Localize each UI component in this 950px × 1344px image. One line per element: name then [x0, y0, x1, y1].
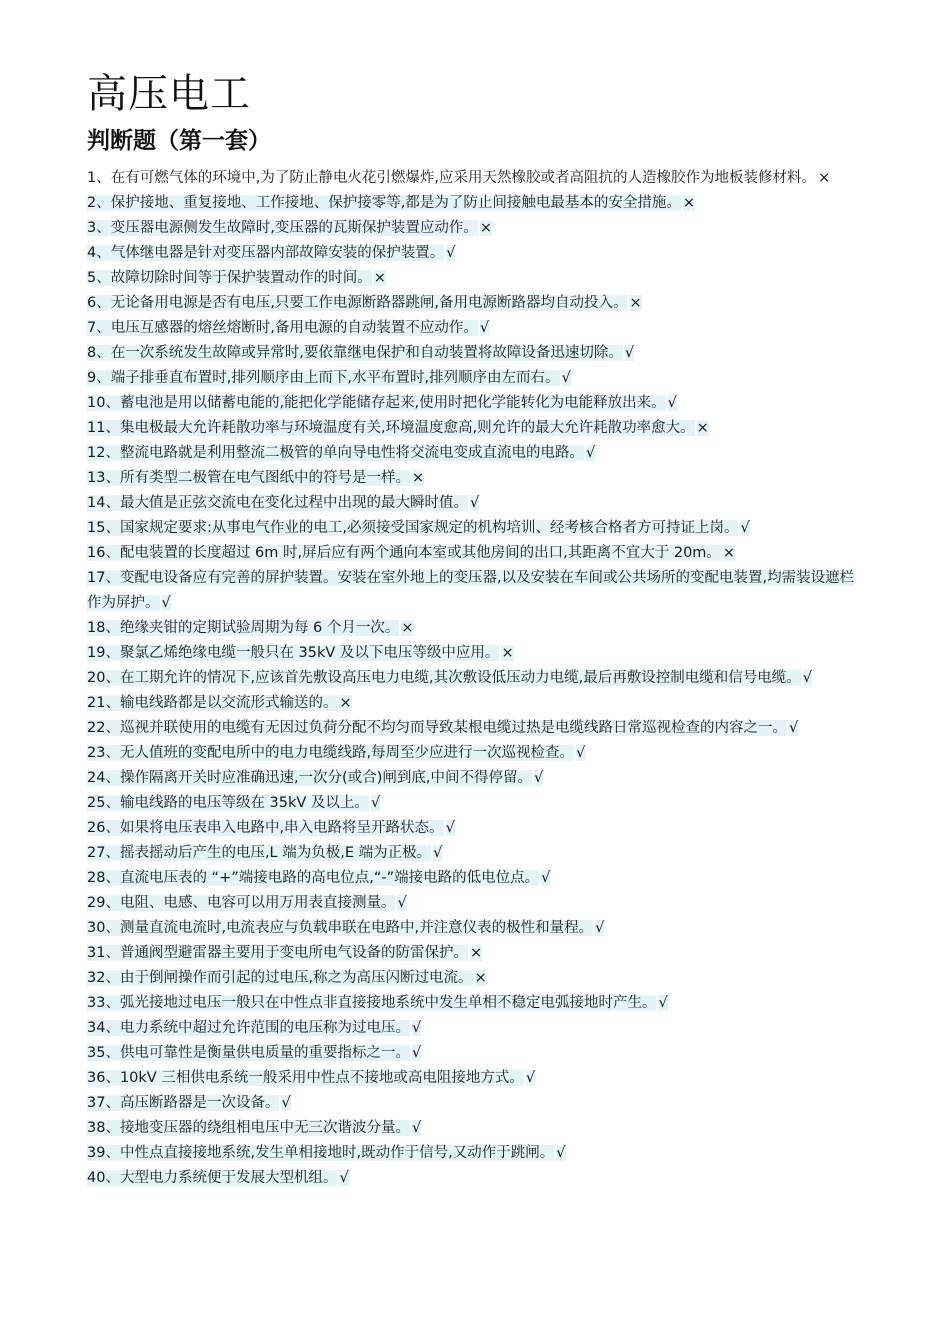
- answer-mark: √: [556, 1145, 566, 1161]
- question-text: 40、大型电力系统便于发展大型机组。: [87, 1170, 338, 1186]
- answer-mark: √: [411, 1020, 422, 1036]
- question-text: 1、在有可燃气体的环境中,为了防止静电火花引燃爆炸,应采用天然橡胶或者高阻抗的人造橡胶作为地板装修材料。: [87, 170, 816, 186]
- answer-mark: √: [411, 1120, 422, 1136]
- question-item: [87, 666, 867, 691]
- question-text: 14、最大值是正弦交流电在变化过程中出现的最大瞬时值。: [87, 495, 468, 511]
- question-text: 4、气体继电器是针对变压器内部故障安装的保护装置。: [87, 245, 445, 261]
- answer-mark: ×: [401, 620, 414, 636]
- question-text: 35、供电可靠性是衡量供电质量的重要指标之一。: [87, 1045, 410, 1061]
- answer-mark: ×: [474, 970, 487, 986]
- question-item: [87, 1041, 867, 1066]
- question-text: 38、接地变压器的绕组相电压中无三次谐波分量。: [87, 1120, 410, 1136]
- question-item: [87, 416, 867, 441]
- document-title: 高压电工: [87, 71, 251, 117]
- question-text: 28、直流电压表的 “+”端接电路的高电位点,“-”端接电路的低电位点。: [87, 870, 540, 886]
- question-item: [87, 616, 867, 641]
- question-text: 21、输电线路都是以交流形式输送的。: [87, 695, 338, 711]
- question-item: [87, 266, 867, 291]
- question-text: 6、无论备用电源是否有电压,只要工作电源断路器跳闸,备用电源断路器均自动投入。: [87, 295, 628, 311]
- question-item: [87, 816, 867, 841]
- question-text: 34、电力系统中超过允许范围的电压称为过电压。: [87, 1020, 410, 1036]
- question-text: 16、配电装置的长度超过 6m 时,屏后应有两个通向本室或其他房间的出口,其距离不宜大于 20m。: [87, 545, 721, 561]
- answer-mark: √: [411, 1045, 422, 1061]
- answer-mark: √: [525, 1070, 536, 1086]
- question-item: [87, 1141, 867, 1166]
- answer-mark: √: [533, 770, 544, 786]
- question-item: [87, 441, 867, 466]
- answer-mark: √: [541, 870, 551, 886]
- answer-mark: ×: [469, 945, 483, 961]
- question-text: 10、蓄电池是用以储蓄电能的,能把化学能储存起来,使用时把化学能转化为电能释放出来。: [87, 395, 666, 411]
- question-text: 32、由于倒闸操作而引起的过电压,称之为高压闪断过电流。: [87, 970, 473, 986]
- answer-mark: √: [658, 995, 668, 1011]
- question-text: 33、弧光接地过电压一般只在中性点非直接接地系统中发生单相不稳定电弧接地时产生。: [87, 995, 657, 1011]
- answer-mark: √: [339, 1170, 349, 1186]
- question-item: [87, 991, 867, 1016]
- answer-mark: √: [788, 720, 799, 736]
- answer-mark: √: [479, 320, 490, 336]
- question-item: [87, 1116, 867, 1141]
- question-text: 25、输电线路的电压等级在 35kV 及以上。: [87, 795, 369, 811]
- question-item: [87, 291, 867, 316]
- question-text: 30、测量直流电流时,电流表应与负载串联在电路中,并注意仪表的极性和量程。: [87, 920, 594, 936]
- answer-mark: ×: [629, 295, 642, 311]
- question-text: 36、10kV 三相供电系统一般采用中性点不接地或高电阻接地方式。: [87, 1070, 524, 1086]
- question-item: [87, 566, 867, 616]
- question-text: 19、聚氯乙烯绝缘电缆一般只在 35kV 及以下电压等级中应用。: [87, 645, 500, 661]
- question-text: 8、在一次系统发生故障或异常时,要依靠继电保护和自动装置将故障设备迅速切除。: [87, 345, 623, 361]
- question-item: [87, 191, 867, 216]
- answer-mark: √: [802, 670, 813, 686]
- question-text: 17、变配电设备应有完善的屏护装置。安装在室外地上的变压器,以及安装在车间或公共场所的变配电装置,均需装设遮栏作为屏护。: [87, 570, 855, 611]
- question-text: 15、国家规定要求:从事电气作业的电工,必须接受国家规定的机构培训、经考核合格者方可持证上岗。: [87, 520, 739, 536]
- answer-mark: ×: [339, 695, 352, 711]
- question-item: [87, 966, 867, 991]
- question-item: [87, 316, 867, 341]
- question-item: [87, 1091, 867, 1116]
- section-subtitle: 判断题（第一套）: [87, 128, 271, 154]
- answer-mark: ×: [682, 195, 695, 211]
- question-item: [87, 1016, 867, 1041]
- question-item: [87, 491, 867, 516]
- answer-mark: √: [446, 245, 456, 261]
- question-text: 11、集电极最大允许耗散功率与环境温度有关,环境温度愈高,则允许的最大允许耗散功率愈大。: [87, 420, 695, 436]
- question-item: [87, 366, 867, 391]
- question-item: [87, 741, 867, 766]
- answer-mark: √: [667, 395, 677, 411]
- question-item: [87, 1066, 867, 1091]
- question-item: [87, 1166, 867, 1191]
- answer-mark: √: [561, 370, 571, 386]
- document-page: [87, 68, 867, 1191]
- question-item: [87, 241, 867, 266]
- answer-mark: √: [740, 520, 750, 536]
- question-text: 3、变压器电源侧发生故障时,变压器的瓦斯保护装置应动作。: [87, 220, 478, 236]
- question-text: 29、电阻、电感、电容可以用万用表直接测量。: [87, 895, 396, 911]
- answer-mark: ×: [479, 220, 492, 236]
- question-text: 20、在工期允许的情况下,应该首先敷设高压电力电缆,其次敷设低压动力电缆,最后再敷设控制电缆和信号电缆。: [87, 670, 801, 686]
- question-text: 12、整流电路就是利用整流二极管的单向导电性将交流电变成直流电的电路。: [87, 445, 584, 461]
- answer-mark: √: [624, 345, 635, 361]
- answer-mark: √: [370, 795, 381, 811]
- question-text: 27、摇表摇动后产生的电压,L 端为负极,E 端为正极。: [87, 845, 432, 861]
- answer-mark: ×: [501, 645, 514, 661]
- answer-mark: ×: [696, 420, 709, 436]
- answer-mark: √: [595, 920, 605, 936]
- answer-mark: √: [161, 595, 171, 611]
- question-text: 31、普通阀型避雷器主要用于变电所电气设备的防雷保护。: [87, 945, 468, 961]
- question-item: [87, 341, 867, 366]
- question-item: [87, 641, 867, 666]
- answer-mark: ×: [373, 270, 386, 286]
- question-item: [87, 841, 867, 866]
- answer-mark: √: [281, 1095, 291, 1111]
- answer-mark: √: [397, 895, 407, 911]
- question-text: 13、所有类型二极管在电气图纸中的符号是一样。: [87, 470, 410, 486]
- question-text: 5、故障切除时间等于保护装置动作的时间。: [87, 270, 372, 286]
- answer-mark: ×: [817, 170, 831, 186]
- question-item: [87, 716, 867, 741]
- question-list: [87, 166, 867, 1191]
- question-item: [87, 866, 867, 891]
- question-text: 24、操作隔离开关时应准确迅速,一次分(或合)闸到底,中间不得停留。: [87, 770, 532, 786]
- question-item: [87, 766, 867, 791]
- question-text: 26、如果将电压表串入电路中,串入电路将呈开路状态。: [87, 820, 444, 836]
- question-item: [87, 791, 867, 816]
- question-text: 39、中性点直接接地系统,发生单相接地时,既动作于信号,又动作于跳闸。: [87, 1145, 555, 1161]
- question-text: 9、端子排垂直布置时,排列顺序由上而下,水平布置时,排列顺序由左而右。: [87, 370, 560, 386]
- answer-mark: ×: [411, 470, 425, 486]
- question-item: [87, 516, 867, 541]
- question-text: 23、无人值班的变配电所中的电力电缆线路,每周至少应进行一次巡视检查。: [87, 745, 575, 761]
- question-item: [87, 541, 867, 566]
- question-item: [87, 891, 867, 916]
- question-item: [87, 391, 867, 416]
- answer-mark: √: [576, 745, 586, 761]
- question-item: [87, 166, 867, 191]
- answer-mark: √: [433, 845, 443, 861]
- question-text: 7、电压互感器的熔丝熔断时,备用电源的自动装置不应动作。: [87, 320, 478, 336]
- answer-mark: √: [469, 495, 480, 511]
- question-text: 2、保护接地、重复接地、工作接地、保护接零等,都是为了防止间接触电最基本的安全措施。: [87, 195, 681, 211]
- answer-mark: ×: [722, 545, 736, 561]
- answer-mark: √: [445, 820, 455, 836]
- question-item: [87, 941, 867, 966]
- question-text: 18、绝缘夹钳的定期试验周期为每 6 个月一次。: [87, 620, 400, 636]
- answer-mark: √: [585, 445, 596, 461]
- question-item: [87, 216, 867, 241]
- question-item: [87, 466, 867, 491]
- question-item: [87, 916, 867, 941]
- question-text: 37、高压断路器是一次设备。: [87, 1095, 280, 1111]
- question-item: [87, 691, 867, 716]
- question-text: 22、巡视并联使用的电缆有无因过负荷分配不均匀而导致某根电缆过热是电缆线路日常巡视检查的内容之一。: [87, 720, 787, 736]
